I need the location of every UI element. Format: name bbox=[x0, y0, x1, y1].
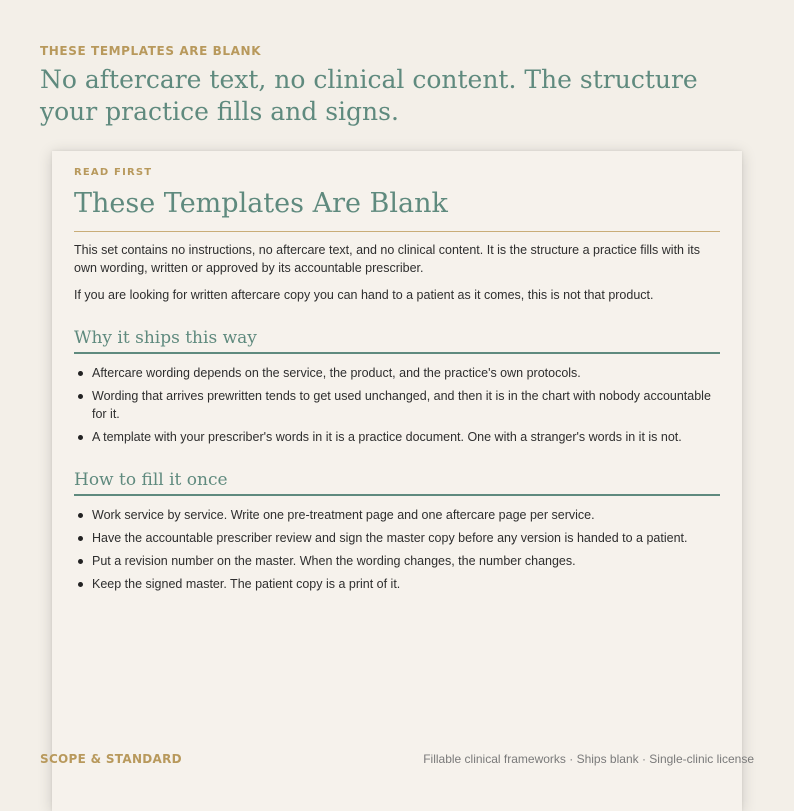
list-item: Wording that arrives prewritten tends to get used unchanged, and then it is in the chart with nobody accountable for it. bbox=[92, 387, 720, 423]
footer-tagline: Fillable clinical frameworks · Ships blank · Single-clinic license bbox=[423, 752, 754, 766]
card-label: READ FIRST bbox=[74, 167, 153, 178]
section-heading-why: Why it ships this way bbox=[74, 326, 720, 354]
bullet-list-how bbox=[74, 506, 720, 593]
list-item: Have the accountable prescriber review and sign the master copy before any version is handed to a patient. bbox=[92, 529, 720, 547]
intro-paragraph: This set contains no instructions, no aftercare text, and no clinical content. It is the structure a practice fills with its own wording, written or approved by its accountable prescriber. bbox=[74, 243, 700, 275]
list-item: Keep the signed master. The patient copy is a print of it. bbox=[92, 575, 720, 593]
list-item: Work service by service. Write one pre-treatment page and one aftercare page per service. bbox=[92, 506, 720, 524]
list-item: Put a revision number on the master. When the wording changes, the number changes. bbox=[92, 552, 720, 570]
list-item: Aftercare wording depends on the service, the product, and the practice's own protocols. bbox=[92, 364, 720, 382]
list-item: A template with your prescriber's words in it is a practice document. One with a stranger's words in it is not. bbox=[92, 428, 720, 446]
top-eyebrow: THESE TEMPLATES ARE BLANK bbox=[40, 44, 262, 58]
document-title: These Templates Are Blank bbox=[74, 185, 720, 232]
footer-brand: SCOPE & STANDARD bbox=[40, 752, 182, 766]
top-headline: No aftercare text, no clinical content. The structure your practice fills and signs. bbox=[40, 65, 698, 126]
bullet-list-why bbox=[74, 364, 720, 446]
section-heading-how: How to fill it once bbox=[74, 468, 720, 496]
intro-paragraph: If you are looking for written aftercare copy you can hand to a patient as it comes, this is not that product. bbox=[74, 288, 654, 302]
document-card bbox=[52, 151, 742, 811]
document-body bbox=[74, 241, 720, 598]
